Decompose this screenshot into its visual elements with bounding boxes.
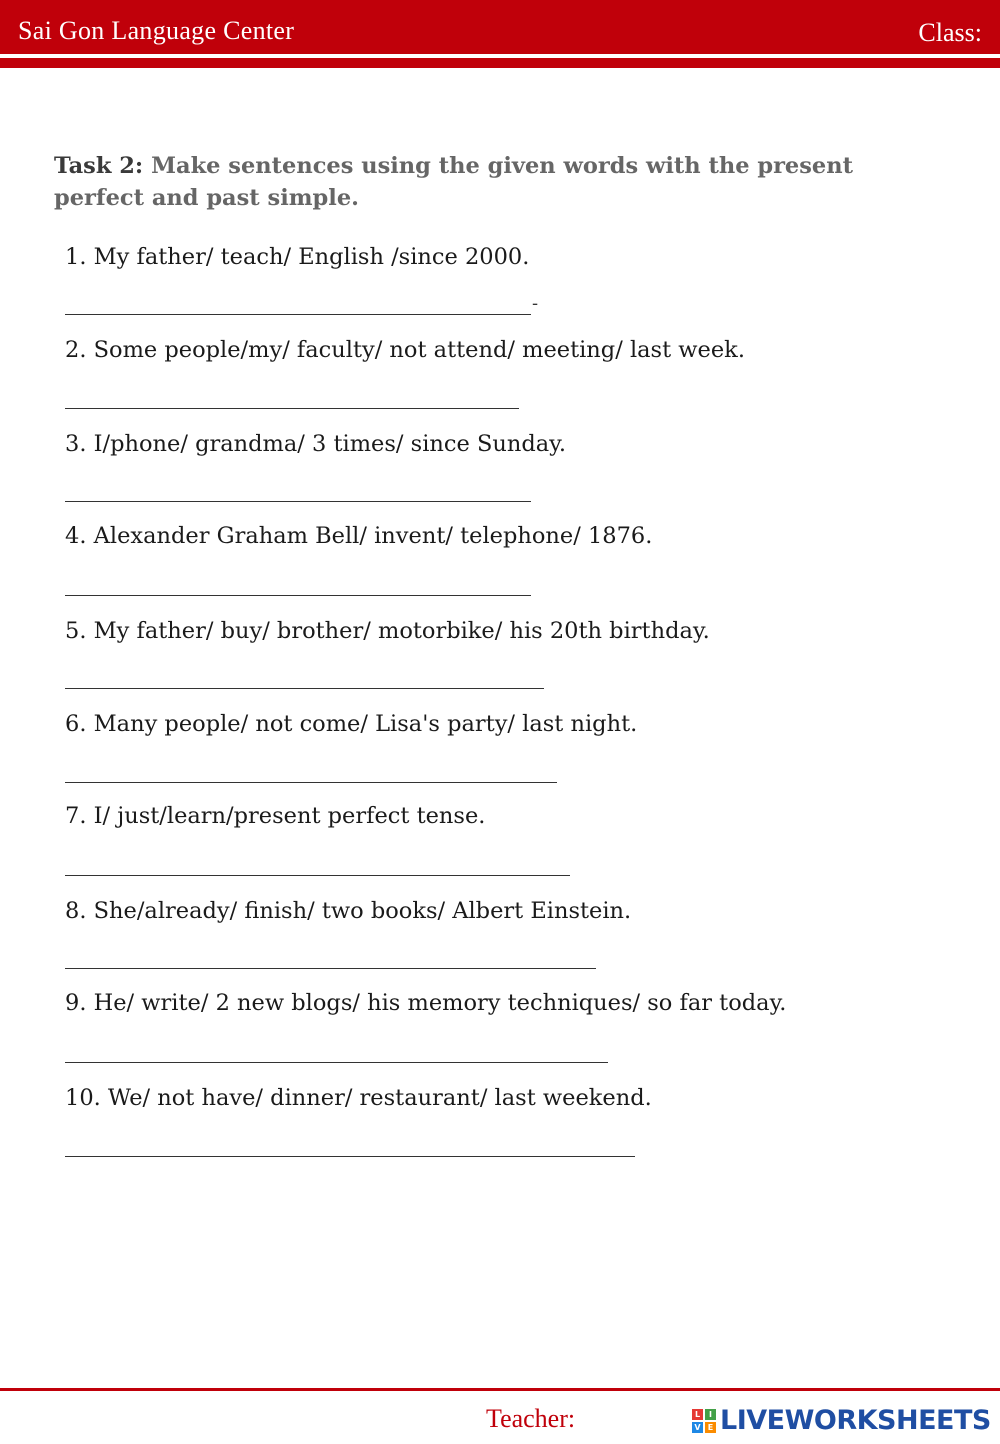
header-divider bbox=[0, 58, 1000, 68]
answer-line-3[interactable] bbox=[65, 501, 531, 502]
task-text: Make sentences using the given words with the present perfect and past simple. bbox=[54, 153, 853, 211]
logo-tile-v: V bbox=[692, 1422, 703, 1433]
answer-line-1-dash: - bbox=[532, 293, 539, 314]
question-7: 7. I/ just/learn/present perfect tense. bbox=[65, 803, 486, 829]
answer-line-9[interactable] bbox=[65, 1062, 608, 1063]
answer-line-8[interactable] bbox=[65, 968, 596, 969]
question-4: 4. Alexander Graham Bell/ invent/ telephone/ 1876. bbox=[65, 523, 653, 549]
answer-line-5[interactable] bbox=[65, 688, 544, 689]
answer-line-4[interactable] bbox=[65, 595, 531, 596]
logo-tile-i: I bbox=[705, 1409, 716, 1420]
teacher-label: Teacher: bbox=[486, 1404, 576, 1433]
question-6: 6. Many people/ not come/ Lisa's party/ last night. bbox=[65, 711, 638, 737]
question-3: 3. I/phone/ grandma/ 3 times/ since Sunday. bbox=[65, 431, 567, 457]
task-instruction bbox=[54, 150, 934, 214]
question-8: 8. She/already/ finish/ two books/ Albert Einstein. bbox=[65, 898, 632, 924]
answer-line-6[interactable] bbox=[65, 782, 557, 783]
task-label: Task 2: bbox=[54, 153, 144, 179]
class-label: Class: bbox=[918, 18, 982, 47]
question-5: 5. My father/ buy/ brother/ motorbike/ his 20th birthday. bbox=[65, 618, 710, 644]
question-10: 10. We/ not have/ dinner/ restaurant/ last weekend. bbox=[65, 1085, 652, 1111]
logo-tile-l: L bbox=[692, 1409, 703, 1420]
logo-wordmark: LIVEWORKSHEETS bbox=[720, 1405, 991, 1436]
question-2: 2. Some people/my/ faculty/ not attend/ meeting/ last week. bbox=[65, 337, 745, 363]
answer-line-7[interactable] bbox=[65, 875, 570, 876]
liveworksheets-logo bbox=[692, 1405, 991, 1436]
question-1: 1. My father/ teach/ English /since 2000. bbox=[65, 244, 530, 270]
footer-divider bbox=[0, 1388, 1000, 1391]
answer-line-10[interactable] bbox=[65, 1156, 635, 1157]
question-9: 9. He/ write/ 2 new blogs/ his memory techniques/ so far today. bbox=[65, 990, 787, 1016]
logo-tile-e: E bbox=[705, 1422, 716, 1433]
answer-line-1[interactable] bbox=[65, 314, 531, 315]
answer-line-2[interactable] bbox=[65, 408, 519, 409]
header-bar bbox=[0, 0, 1000, 54]
center-name: Sai Gon Language Center bbox=[18, 16, 295, 45]
liveworksheets-logo-icon bbox=[692, 1409, 716, 1433]
